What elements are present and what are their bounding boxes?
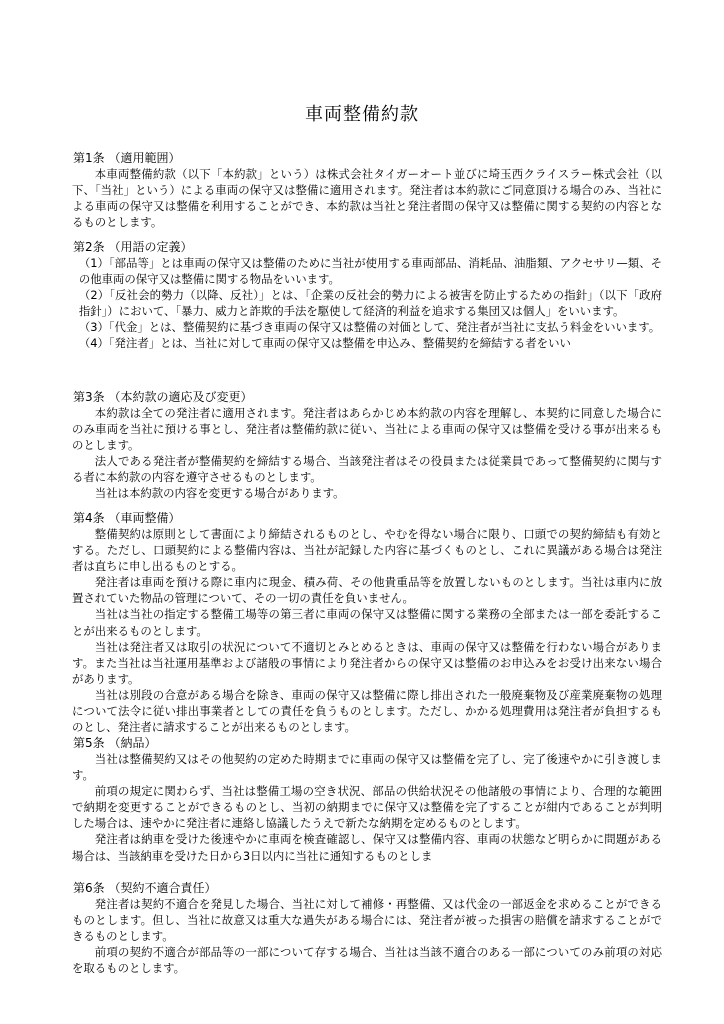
section-article-4	[72, 510, 662, 735]
section-heading: 第3条 （本約款の適応及び変更）	[73, 390, 253, 404]
section-paragraph: 前項の規定に関わらず、当社は整備工場の空き状況、部品の供給状況その他諸般の事情により、合理的な範囲で納期を変更することができるものとし、当初の納期までに保守又は整備を完了することが紺内であることが判明した場合は、速やかに発注者に連絡し協議したうえで新たな納期を定めるものとします。	[72, 784, 662, 831]
section-paragraph: 発注者は契約不適合を発見した場合、当社に対して補修・再整備、又は代金の一部返金を求めることができるものとします。但し、当社に故意又は重大な過失がある場合には、発注者が被った損害の賠償を請求することができるものとします。	[72, 897, 662, 944]
definition-item: （2）「反社会的勢力（以降、反社）」とは、「企業の反社会的勢力による被害を防止するための指針」（以下「政府指針」）において、「暴力、威力と詐欺的手法を駆使して経済的利益を追求する集団又は個人」をいいます。	[78, 288, 662, 319]
section-article-1	[72, 150, 662, 230]
section-paragraph: 発注者は車両を預ける際に車内に現金、積み荷、その他貴重品等を放置しないものとします。当社は車内に放置されていた物品の管理について、その一切の責任を負いません。	[72, 575, 662, 606]
section-heading: 第2条 （用語の定義）	[73, 240, 193, 254]
section-paragraph: 前項の契約不適合が部品等の一部について存する場合、当社は当該不適合のある一部についてのみ前項の対応を取るものとします。	[72, 945, 662, 976]
definition-item: （3）「代金」とは、整備契約に基づき車両の保守又は整備の対価として、発注者が当社に支払う料金をいいます。	[78, 320, 661, 335]
section-paragraph: 整備契約は原則として書面により締結されるものとし、やむを得ない場合に限り、口頭での契約締結も有効とする。ただし、口頭契約による整備内容は、当社が記録した内容に基づくものとし、これに異議がある場合は発注者は直ちに申し出るものとする。	[72, 527, 662, 574]
section-article-3	[72, 389, 662, 502]
section-heading: 第6条 （契約不適合責任）	[73, 881, 217, 895]
section-paragraph: 当社は整備契約又はその他契約の定めた時期までに車両の保守又は整備を完了し、完了後速やかに引き渡します。	[72, 752, 662, 783]
section-paragraph: 当社は当社の指定する整備工場等の第三者に車両の保守又は整備に関する業務の全部または一部を委託することが出来るものとします。	[72, 607, 662, 638]
section-paragraph: 本約款は全ての発注者に適用されます。発注者はあらかじめ本約款の内容を理解し、本契約に同意した場合にのみ車両を当社に預ける事とし、発注者は整備約款に従い、当社による車両の保守又は整備を受ける事が出来るものとします。	[72, 406, 662, 453]
section-paragraph: 当社は別段の合意がある場合を除き、車両の保守又は整備に際し排出された一般廃棄物及び産業廃棄物の処理について法令に従い排出事業者としての責任を負うものとします。ただし、かかる処理費用は発注者が負担するものとし、発注者に請求することが出来るものとします。	[72, 687, 662, 735]
section-paragraph: 法人である発注者が整備契約を締結する場合、当該発注者はその役員または従業員であって整備契約に関与する者に本約款の内容を遵守させるものとします。	[72, 454, 662, 485]
section-heading: 第1条 （適用範囲）	[73, 151, 181, 165]
document-title: 車両整備約款	[305, 104, 419, 125]
section-article-6	[72, 880, 662, 976]
section-paragraph: 当社は本約款の内容を変更する場合があります。	[94, 486, 345, 501]
definition-item: （4）「発注者」とは、当社に対して車両の保守又は整備を申込み、整備契約を締結する者をいい	[78, 336, 571, 351]
section-heading: 第4条 （車両整備）	[73, 511, 181, 525]
section-article-5	[72, 735, 662, 864]
definition-item: （1）「部品等」とは車両の保守又は整備のために当社が使用する車両部品、消耗品、油脂類、アクセサリ—類、その他車両の保守又は整備に関する物品をいいます。	[78, 256, 662, 287]
section-paragraph: 本車両整備約款（以下「本約款」という）は株式会社タイガーオート並びに埼玉西クライスラー株式会社（以下、「当社」という）による車両の保守又は整備に適用されます。発注者は本約款にご同意頂ける場合のみ、当社による車両の保守又は整備を利用することができ、本約款は当社と発注者間の保守又は整備に関する契約の内容となるものとします。	[72, 167, 662, 230]
section-article-2	[72, 239, 662, 352]
section-paragraph: 発注者は納車を受けた後速やかに車両を検査確認し、保守又は整備内容、車両の状態など明らかに問題がある場合は、当該納車を受けた日から3日以内に当社に通知するものとしま	[72, 832, 662, 863]
section-paragraph: 当社は発注者又は取引の状況について不適切とみとめるときは、車両の保守又は整備を行わない場合があります。また当社は当社運用基準および諸般の事情により発注者からの保守又は整備のお申込みをお受け出来ない場合があります。	[72, 639, 662, 686]
section-heading: 第5条 （納品）	[73, 736, 157, 750]
